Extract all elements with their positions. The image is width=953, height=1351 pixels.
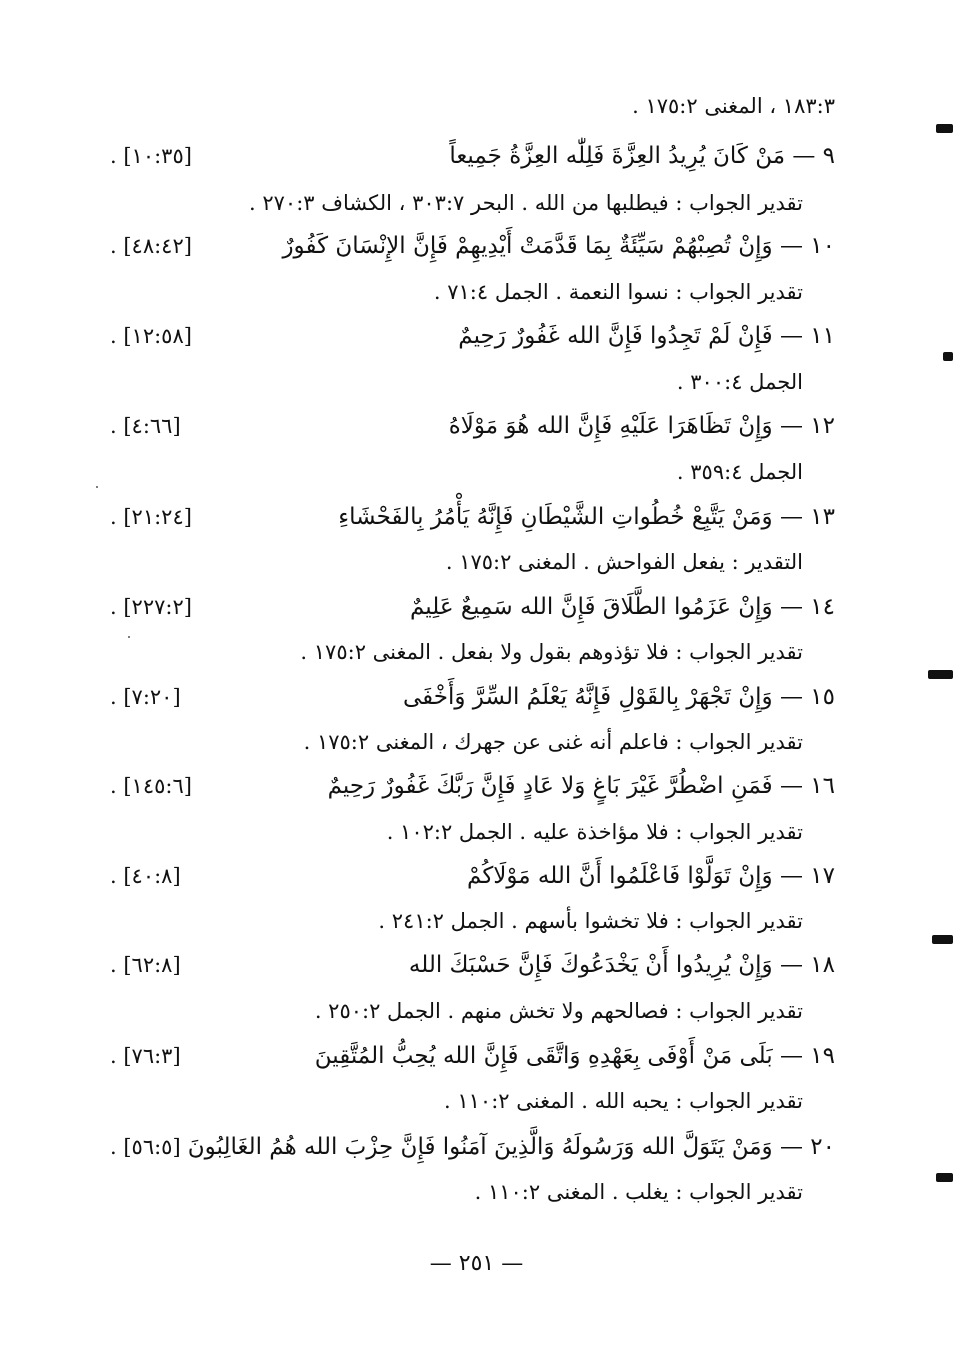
- verse-note: تقدير الجواب : فصالحهم ولا تخش منهم . الجمل ٢٥٠:٢ .: [314, 999, 803, 1023]
- verse-line: [110, 497, 835, 537]
- verse-note: تقدير الجواب : نسوا النعمة . الجمل ٧١:٤ .: [433, 280, 803, 304]
- verse-text: ١٥ — وَإِنْ تَجْهَرْ بِالقَوْلِ فَإِنَّهُ يَعْلَمُ السِّرَّ وَأَخْفَى: [402, 684, 835, 710]
- verse-line: [110, 587, 835, 627]
- verse-text: ١٤ — وَإِنْ عَزَمُوا الطَّلَاقَ فَإِنَّ الله سَمِيعٌ عَلِيمٌ: [409, 594, 835, 620]
- verse-line: [110, 406, 835, 446]
- scan-mark: [928, 670, 953, 679]
- continuation-line: ١٨٣:٣ ، المغنى ١٧٥:٢ .: [632, 94, 835, 118]
- verse-reference: [٤:٦٦] .: [110, 414, 181, 438]
- scan-mark: [936, 1173, 953, 1182]
- verse-line: [110, 226, 835, 266]
- verse-note: تقدير الجواب : فاعلم أنه غنى عن جهرك ، المغنى ١٧٥:٢ .: [303, 730, 803, 754]
- scan-mark: [943, 352, 953, 361]
- verse-text: ١٧ — وَإِنْ تَوَلَّوْا فَاعْلَمُوا أَنَّ الله مَوْلَاكُمْ: [467, 863, 835, 889]
- verse-line: [110, 766, 835, 806]
- verse-note: تقدير الجواب : يحبه الله . المغنى ١١٠:٢ .: [444, 1089, 803, 1113]
- verse-note: تقدير الجواب : يغلب . المغنى ١١٠:٢ .: [474, 1180, 803, 1204]
- verse-line: [110, 1036, 835, 1076]
- verse-text: ١٣ — وَمَنْ يَتَّبِعْ خُطُواتِ الشَّيْطَانِ فَإِنَّهُ يَأْمُرُ بِالفَحْشَاءِ: [338, 504, 835, 530]
- verse-text: ١٩ — بَلَى مَنْ أَوْفَى بِعَهْدِهِ وَاتَّقَى فَإِنَّ الله يُحِبُّ المُتَّقِينَ: [314, 1043, 835, 1069]
- scan-speck: [96, 486, 98, 488]
- verse-line: [110, 1127, 835, 1167]
- verse-reference: [٤٨:٤٢] .: [110, 234, 192, 258]
- verse-note: تقدير الجواب : فلا تؤذوهم بقول ولا بفعل . المغنى ١٧٥:٢ .: [300, 640, 803, 664]
- verse-line: [110, 136, 835, 176]
- verse-reference: [٢١:٢٤] .: [110, 505, 192, 529]
- verse-note: تقدير الجواب : فلا تخشوا بأسهم . الجمل ٢٤١:٢ .: [378, 909, 803, 933]
- verse-text: ١٦ — فَمَنِ اضْطُرَّ غَيْرَ بَاغٍ وَلا عَادٍ فَإِنَّ رَبَّكَ غَفُورٌ رَحِيمٌ: [327, 773, 835, 799]
- scan-mark: [936, 124, 953, 133]
- verse-line: [110, 316, 835, 356]
- verse-text: ٩ — مَنْ كَانَ يُرِيدُ العِزَّةَ فَلِلّٰه العِزَّةُ جَمِيعاً: [449, 143, 835, 169]
- verse-line: [110, 677, 835, 717]
- verse-reference: [٤٠:٨] .: [110, 864, 181, 888]
- verse-note: الجمل ٣٥٩:٤ .: [676, 460, 803, 484]
- verse-note: التقدير : يفعل الفواحش . المغنى ١٧٥:٢ .: [445, 550, 803, 574]
- verse-text: ٢٠ — وَمَنْ يَتَوَلَّ الله وَرَسُولَهُ وَالَّذِينَ آمَنُوا فَإِنَّ حِزْبَ الله هُمُ الغَالِبُونَ: [187, 1134, 835, 1160]
- verse-reference: [١٤٥:٦] .: [110, 774, 192, 798]
- verse-reference: [٥٦:٥] .: [110, 1135, 181, 1159]
- scan-speck: [128, 636, 130, 638]
- verse-line: [110, 945, 835, 985]
- verse-note: الجمل ٣٠٠:٤ .: [676, 370, 803, 394]
- verse-reference: [٢٢٧:٢] .: [110, 595, 192, 619]
- verse-text: ١١ — فَإِنْ لَمْ تَجِدُوا فَإِنَّ الله غَفُورٌ رَحِيمٌ: [458, 323, 835, 349]
- verse-reference: [٦٢:٨] .: [110, 953, 181, 977]
- verse-text: ١٢ — وَإِنْ تَظَاهَرَا عَلَيْهِ فَإِنَّ الله هُوَ مَوْلَاهُ: [448, 413, 835, 439]
- verse-reference: [٧:٢٠] .: [110, 685, 181, 709]
- verse-note: تقدير الجواب : فيطلبها من الله . البحر ٣٠٣:٧ ، الكشاف ٢٧٠:٣ .: [249, 191, 803, 215]
- verse-text: ١٨ — وَإِنْ يُرِيدُوا أَنْ يَخْدَعُوكَ فَإِنَّ حَسْبَكَ الله: [408, 952, 835, 978]
- verse-reference: [١٠:٣٥] .: [110, 144, 192, 168]
- page-number: — ٢٥١ —: [429, 1251, 524, 1276]
- scan-mark: [932, 935, 953, 944]
- verse-reference: [٧٦:٣] .: [110, 1044, 181, 1068]
- verse-note: تقدير الجواب : فلا مؤاخذة عليه . الجمل ١٠٢:٢ .: [386, 820, 803, 844]
- verse-line: [110, 856, 835, 896]
- verse-text: ١٠ — وَإِنْ تُصِبْهُمْ سَيِّئَةٌ بِمَا قَدَّمَتْ أَيْدِيهِمْ فَإِنَّ الإِنْسَانَ كَفُورٌ: [282, 233, 835, 259]
- verse-reference: [١٢:٥٨] .: [110, 324, 192, 348]
